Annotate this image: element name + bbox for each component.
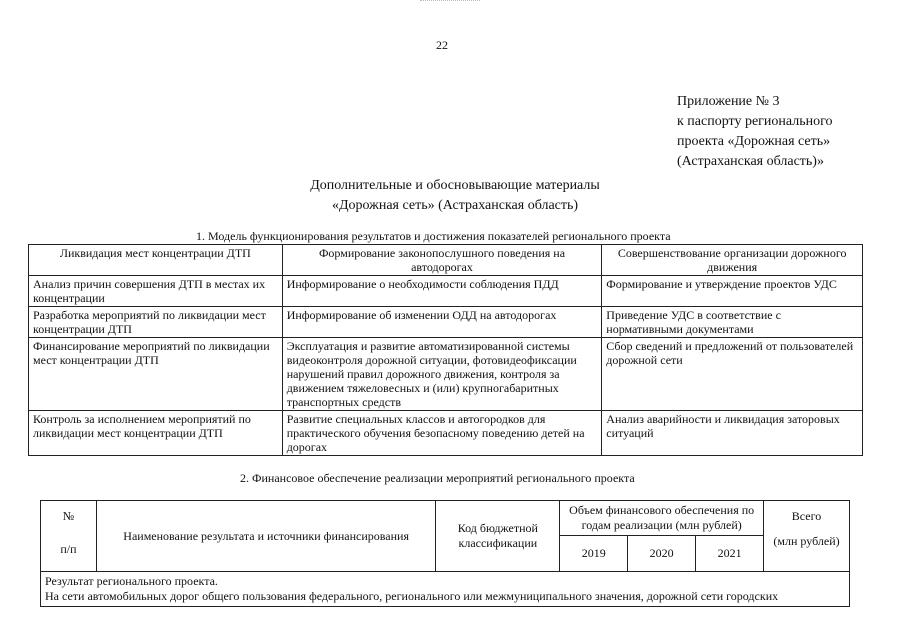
code-column-header: Код бюджетной классификации <box>436 501 560 572</box>
table-cell: Приведение УДС в соответствие с нормативными документами <box>602 307 863 338</box>
number-abbrev: п/п <box>60 542 77 556</box>
total-column-header <box>764 501 850 572</box>
table-row <box>29 276 863 307</box>
total-label: Всего <box>791 509 822 523</box>
year-header: 2021 <box>696 536 764 572</box>
table-cell: Разработка мероприятий по ликвидации мест концентрации ДТП <box>29 307 283 338</box>
table-row <box>41 572 850 607</box>
document-title <box>240 176 670 216</box>
name-column-header: Наименование результата и источники финансирования <box>96 501 435 572</box>
table-row <box>29 307 863 338</box>
total-unit: (млн рублей) <box>773 534 840 548</box>
scan-artifact <box>420 0 480 3</box>
result-line: Результат регионального проекта. <box>45 574 218 588</box>
table-row <box>29 411 863 456</box>
table-cell: Эксплуатация и развитие автоматизированной системы видеоконтроля дорожной ситуации, фотовидеофиксации нарушений правил дорожного движения, контроля за движением тяжеловесных и (или) крупногабаритных транспортных средств <box>282 338 602 411</box>
functioning-model-table <box>28 244 863 456</box>
appendix-line: (Астраханская область)» <box>677 154 824 169</box>
table-header-row <box>41 501 850 536</box>
table-cell: Контроль за исполнением мероприятий по ликвидации мест концентрации ДТП <box>29 411 283 456</box>
section-heading: 2. Финансовое обеспечение реализации мероприятий регионального проекта <box>240 471 635 485</box>
year-header: 2020 <box>628 536 696 572</box>
title-line: Дополнительные и обосновывающие материалы <box>310 178 600 193</box>
table-cell: Сбор сведений и предложений от пользователей дорожной сети <box>602 338 863 411</box>
appendix-line: Приложение № 3 <box>677 94 780 109</box>
table-cell: Развитие специальных классов и автогородков для практического обучения безопасному поведению детей на дорогах <box>282 411 602 456</box>
table-cell: Формирование и утверждение проектов УДС <box>602 276 863 307</box>
table-cell: Информирование об изменении ОДД на автодорогах <box>282 307 602 338</box>
table-header: Ликвидация мест концентрации ДТП <box>29 245 283 276</box>
table-header: Формирование законопослушного поведения на автодорогах <box>282 245 602 276</box>
appendix-line: проекта «Дорожная сеть» <box>677 134 831 149</box>
appendix-note <box>677 92 897 172</box>
year-header: 2019 <box>560 536 628 572</box>
table-header-row <box>29 245 863 276</box>
number-column-header <box>41 501 97 572</box>
page-number: 22 <box>436 38 448 52</box>
table-cell: Анализ причин совершения ДТП в местах их концентрации <box>29 276 283 307</box>
section-heading: 1. Модель функционирования результатов и достижения показателей регионального проекта <box>196 229 671 243</box>
result-description <box>41 572 850 607</box>
number-symbol: № <box>62 509 75 523</box>
table-cell: Анализ аварийности и ликвидация заторовых ситуаций <box>602 411 863 456</box>
financing-table <box>40 500 850 607</box>
table-cell: Финансирование мероприятий по ликвидации мест концентрации ДТП <box>29 338 283 411</box>
appendix-line: к паспорту регионального <box>677 114 833 129</box>
table-cell: Информирование о необходимости соблюдения ПДД <box>282 276 602 307</box>
table-row <box>29 338 863 411</box>
result-line: На сети автомобильных дорог общего пользования федерального, регионального или межмуниципального значения, дорожной сети городских <box>45 589 779 603</box>
table-header: Совершенствование организации дорожного движения <box>602 245 863 276</box>
volume-column-header: Объем финансового обеспечения по годам реализации (млн рублей) <box>560 501 764 536</box>
title-line: «Дорожная сеть» (Астраханская область) <box>331 198 579 213</box>
